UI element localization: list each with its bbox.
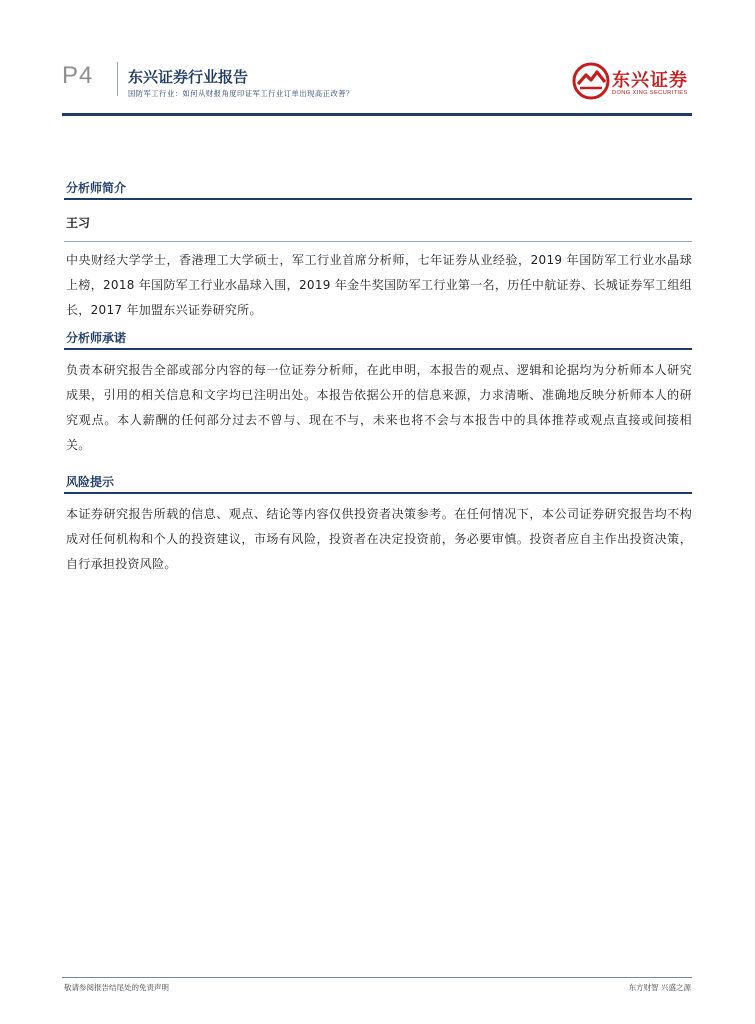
section-rule [64,492,692,494]
report-title: 东兴证券行业报告 [128,68,249,86]
footer-slogan: 东方财智 兴盛之源 [628,983,691,992]
company-logo [572,62,698,102]
page-header [0,0,755,120]
name-rule [64,241,692,242]
section-title: 分析师承诺 [66,331,127,345]
section-analyst-intro [64,178,692,323]
section-title: 分析师简介 [66,181,127,195]
risk-notice-text: 本证券研究报告所载的信息、观点、结论等内容仅供投资者决策参考。在任何情况下，本公司证券研究报告均不构成对任何机构和个人的投资建议，市场有风险，投资者在决定投资前，务必要审慎。投资者应自主作出投资决策，自行承担投资风险。 [66,507,692,571]
logo-text-cn: 东兴证券 [612,70,688,91]
logo-text-en: DONG XING SECURITIES [612,90,688,96]
header-rule [62,113,692,116]
logo-mark-icon [572,62,610,100]
section-risk-notice [64,472,692,577]
header-divider [117,62,118,96]
analyst-name: 王习 [66,216,91,230]
analyst-bio: 中央财经大学学士，香港理工大学硕士，军工行业首席分析师，七年证券从业经验，2019 年国防军工行业水晶球上榜，2018 年国防军工行业水晶球入围，2019 年金牛奖国防军工行业第一名，历任中航证券、长城证券军工组组长，2017 年加盟东兴证券研究所。 [66,253,692,317]
analyst-pledge-text: 负责本研究报告全部或部分内容的每一位证券分析师，在此申明，本报告的观点、逻辑和论据均为分析师本人研究成果，引用的相关信息和文字均已注明出处。本报告依据公开的信息来源，力求清晰、准确地反映分析师本人的研究观点。本人薪酬的任何部分过去不曾与、现在不与，未来也将不会与本报告中的具体推荐或观点直接或间接相关。 [66,363,692,452]
footer-disclaimer-note: 敬请参阅报告结尾处的免责声明 [64,983,169,992]
section-rule [64,348,692,350]
report-subtitle: 国防军工行业：如何从财报角度印证军工行业订单出现高正改善？ [128,89,354,98]
footer-rule [62,977,692,978]
section-rule [64,198,692,200]
section-title: 风险提示 [66,475,115,489]
section-analyst-pledge [64,328,692,458]
page-number: P4 [62,62,94,89]
